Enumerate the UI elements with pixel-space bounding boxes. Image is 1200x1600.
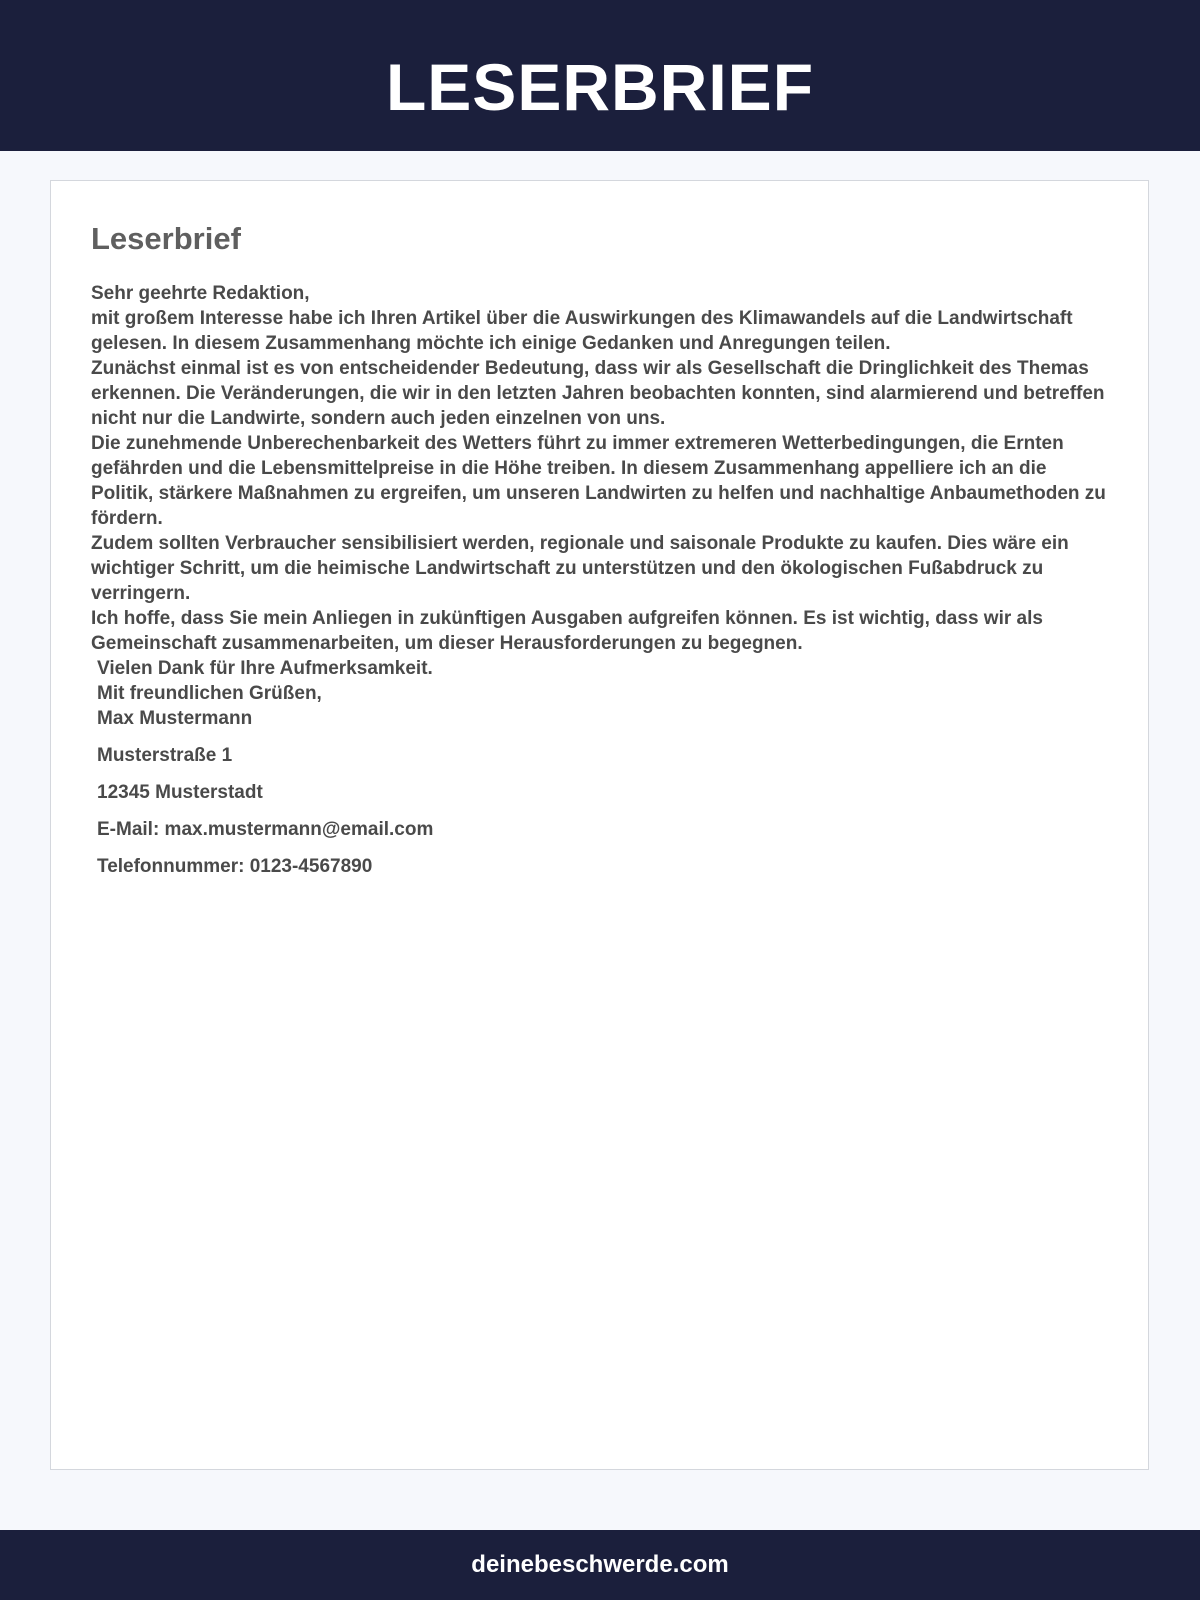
letter-regards: Mit freundlichen Grüßen,: [97, 683, 322, 704]
letter-title: Leserbrief: [91, 221, 241, 256]
letter-paragraph: Die zunehmende Unberechenbarkeit des Wetters führt zu immer extremeren Wetterbedingungen, die Ernten gefährden und die Lebensmittelpreise in die Höhe treiben. In diesem Zusammenhang appelliere ich an die Politik, stärkere Maßnahmen zu ergreifen, um unseren Landwirten zu helfen und nachhaltige Anbaumethoden zu fördern.: [91, 433, 1106, 529]
letter-paragraph: Zunächst einmal ist es von entscheidender Bedeutung, dass wir als Gesellschaft die Dringlichkeit des Themas erkennen. Die Veränderungen, die wir in den letzten Jahren beobachten konnten, sind alarmierend und betreffen nicht nur die Landwirte, sondern auch jeden einzelnen von uns.: [91, 358, 1105, 429]
letter-card: [50, 180, 1149, 1470]
address-email: E-Mail: max.mustermann@email.com: [97, 819, 434, 840]
address-city: 12345 Musterstadt: [97, 782, 263, 803]
page-header: [0, 0, 1200, 151]
sender-name: Max Mustermann: [97, 708, 253, 729]
page-footer: [0, 1530, 1200, 1600]
header-title: LESERBRIEF: [385, 49, 815, 124]
letter-thanks: Vielen Dank für Ihre Aufmerksamkeit.: [97, 658, 433, 679]
letter-paragraph: Zudem sollten Verbraucher sensibilisiert werden, regionale und saisonale Produkte zu kaufen. Dies wäre ein wichtiger Schritt, um die heimische Landwirtschaft zu unterstützen und den ökologischen Fußabdruck zu verringern.: [91, 533, 1069, 604]
address-phone: Telefonnummer: 0123-4567890: [97, 856, 373, 877]
letter-body: [91, 281, 1111, 891]
footer-site-name: deinebeschwerde.com: [471, 1551, 729, 1578]
letter-closing: [91, 656, 1111, 731]
letter-salutation: Sehr geehrte Redaktion,: [91, 283, 310, 304]
sender-address: [91, 743, 1111, 879]
address-street: Musterstraße 1: [97, 745, 233, 766]
letter-paragraph: Ich hoffe, dass Sie mein Anliegen in zukünftigen Ausgaben aufgreifen können. Es ist wichtig, dass wir als Gemeinschaft zusammenarbeiten, um dieser Herausforderungen zu begegnen.: [91, 608, 1043, 654]
letter-paragraph: mit großem Interesse habe ich Ihren Artikel über die Auswirkungen des Klimawandels auf die Landwirtschaft gelesen. In diesem Zusammenhang möchte ich einige Gedanken und Anregungen teilen.: [91, 308, 1073, 354]
